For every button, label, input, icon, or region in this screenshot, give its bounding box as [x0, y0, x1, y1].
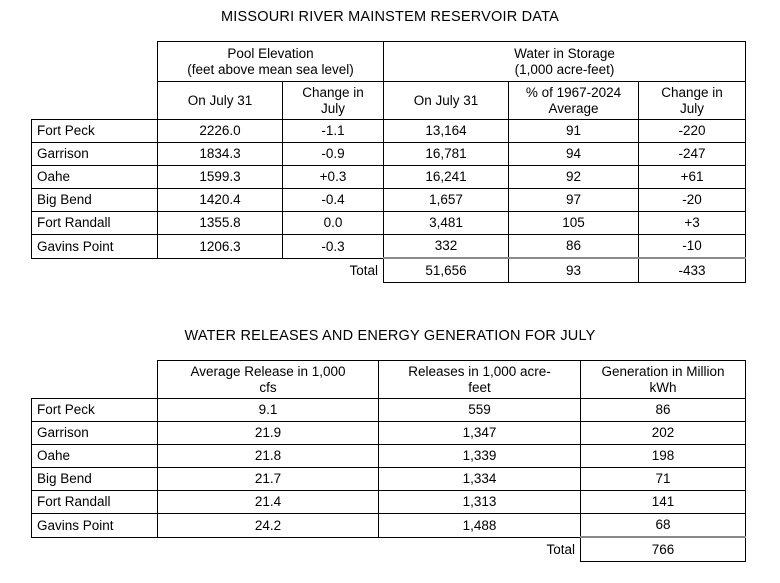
- column-header-storage-change-in-july: [639, 82, 746, 120]
- cell-storage: 3,481: [384, 212, 509, 235]
- cell-generation: 141: [581, 491, 746, 514]
- total-label: Total: [546, 541, 575, 557]
- table-row: [32, 445, 746, 468]
- cell-generation: 198: [581, 445, 746, 468]
- column-header-storage-change-in-july-line1: Change in: [661, 85, 723, 101]
- row-label: Garrison: [32, 422, 158, 445]
- row-label: Big Bend: [32, 189, 158, 212]
- corner-spacer: [32, 42, 158, 82]
- column-header-pool-on-july-31-line1: On July 31: [187, 92, 253, 108]
- cell-pool-change: 0.0: [283, 212, 384, 235]
- cell-pool-elev: 1599.3: [158, 166, 283, 189]
- corner-spacer-2: [32, 82, 158, 120]
- group-header-pool-elevation-line1: Pool Elevation: [227, 46, 314, 62]
- reservoir-data-table: [31, 41, 746, 283]
- cell-pool-change: -0.9: [283, 143, 384, 166]
- total-label: Total: [349, 262, 379, 278]
- column-header-generation-line2: kWh: [649, 379, 677, 395]
- cell-releases: 1,339: [379, 445, 581, 468]
- cell-pool-change: +0.3: [283, 166, 384, 189]
- cell-generation: 86: [581, 399, 746, 422]
- row-label: Gavins Point: [32, 235, 158, 259]
- cell-pct-avg: 94: [509, 143, 639, 166]
- table-row: [32, 468, 746, 491]
- releases-generation-table: [31, 360, 746, 562]
- cell-releases: 1,347: [379, 422, 581, 445]
- cell-pct-avg: 105: [509, 212, 639, 235]
- column-header-generation-line1: Generation in Million: [601, 364, 725, 380]
- cell-releases: 559: [379, 399, 581, 422]
- cell-pool-elev: 1355.8: [158, 212, 283, 235]
- cell-avg-release: 21.4: [158, 491, 379, 514]
- cell-generation: 71: [581, 468, 746, 491]
- group-header-pool-elevation-line2: (feet above mean sea level): [187, 61, 354, 77]
- cell-storage: 1,657: [384, 189, 509, 212]
- cell-pool-change: -1.1: [283, 120, 384, 143]
- table-row: [32, 422, 746, 445]
- cell-generation: 202: [581, 422, 746, 445]
- column-header-average-release-line2: cfs: [259, 379, 277, 395]
- cell-pool-change: -0.4: [283, 189, 384, 212]
- table-row: [32, 212, 746, 235]
- cell-storage-change: -20: [639, 189, 746, 212]
- cell-avg-release: 21.9: [158, 422, 379, 445]
- row-label: Fort Randall: [32, 491, 158, 514]
- column-header-percent-of-average-line1: % of 1967-2024: [525, 85, 622, 101]
- row-label: Fort Randall: [32, 212, 158, 235]
- cell-pct-avg: 97: [509, 189, 639, 212]
- table-row: [32, 514, 746, 538]
- column-header-pool-on-july-31: [158, 82, 283, 120]
- column-header-average-release-line1: Average Release in 1,000: [190, 364, 346, 380]
- group-header-water-in-storage-line2: (1,000 acre-feet): [514, 61, 615, 77]
- group-header-pool-elevation: [158, 42, 384, 82]
- row-label: Oahe: [32, 166, 158, 189]
- row-label: Fort Peck: [32, 120, 158, 143]
- cell-pool-change: -0.3: [283, 235, 384, 259]
- column-header-generation: [581, 361, 746, 399]
- releases-table-title: WATER RELEASES AND ENERGY GENERATION FOR JULY: [184, 328, 596, 344]
- cell-releases: 1,313: [379, 491, 581, 514]
- column-header-releases-acre-feet: [379, 361, 581, 399]
- column-header-percent-of-average-line2: Average: [548, 100, 599, 116]
- cell-storage: 16,781: [384, 143, 509, 166]
- table-row: [32, 235, 746, 259]
- total-row: [32, 258, 746, 283]
- table-row: [32, 399, 746, 422]
- table-row: [32, 120, 746, 143]
- cell-pool-elev: 1206.3: [158, 235, 283, 259]
- column-header-row: [32, 361, 746, 399]
- cell-pct-avg: 92: [509, 166, 639, 189]
- row-label: Gavins Point: [32, 514, 158, 538]
- cell-pct-avg: 86: [509, 235, 639, 259]
- column-header-pool-change-in-july-line1: Change in: [302, 85, 364, 101]
- cell-avg-release: 24.2: [158, 514, 379, 538]
- table-row: [32, 166, 746, 189]
- column-header-pool-change-in-july: [283, 82, 384, 120]
- cell-avg-release: 9.1: [158, 399, 379, 422]
- column-header-releases-acre-feet-line1: Releases in 1,000 acre-: [408, 364, 551, 380]
- total-pct-avg: 93: [509, 258, 639, 283]
- cell-storage: 16,241: [384, 166, 509, 189]
- cell-generation: 68: [581, 514, 746, 538]
- cell-storage: 13,164: [384, 120, 509, 143]
- row-label: Oahe: [32, 445, 158, 468]
- table-row: [32, 143, 746, 166]
- column-header-storage-on-july-31-line1: On July 31: [413, 92, 479, 108]
- cell-storage-change: -220: [639, 120, 746, 143]
- column-header-storage-on-july-31: [384, 82, 509, 120]
- cell-storage-change: +3: [639, 212, 746, 235]
- cell-storage-change: +61: [639, 166, 746, 189]
- total-generation: 766: [581, 537, 746, 562]
- cell-pool-elev: 1420.4: [158, 189, 283, 212]
- cell-storage-change: -247: [639, 143, 746, 166]
- row-label: Garrison: [32, 143, 158, 166]
- group-header-water-in-storage-line1: Water in Storage: [514, 46, 615, 62]
- cell-avg-release: 21.8: [158, 445, 379, 468]
- cell-storage: 332: [384, 235, 509, 259]
- cell-avg-release: 21.7: [158, 468, 379, 491]
- table-row: [32, 491, 746, 514]
- column-header-percent-of-average: [509, 82, 639, 120]
- column-header-releases-acre-feet-line2: feet: [468, 379, 491, 395]
- column-header-average-release: [158, 361, 379, 399]
- corner-spacer-3: [32, 361, 158, 399]
- cell-releases: 1,488: [379, 514, 581, 538]
- column-header-storage-change-in-july-line2: July: [680, 100, 705, 116]
- column-header-pool-change-in-july-line2: July: [321, 100, 346, 116]
- cell-releases: 1,334: [379, 468, 581, 491]
- cell-pool-elev: 2226.0: [158, 120, 283, 143]
- row-label: Big Bend: [32, 468, 158, 491]
- reservoir-table-title: MISSOURI RIVER MAINSTEM RESERVOIR DATA: [221, 9, 559, 25]
- group-header-water-in-storage: [384, 42, 746, 82]
- total-row: [32, 537, 746, 562]
- table-row: [32, 189, 746, 212]
- cell-storage-change: -10: [639, 235, 746, 259]
- total-storage: 51,656: [384, 258, 509, 283]
- cell-pct-avg: 91: [509, 120, 639, 143]
- group-header-row: [32, 42, 746, 82]
- total-storage-change: -433: [639, 258, 746, 283]
- row-label: Fort Peck: [32, 399, 158, 422]
- cell-pool-elev: 1834.3: [158, 143, 283, 166]
- column-header-row: [32, 82, 746, 120]
